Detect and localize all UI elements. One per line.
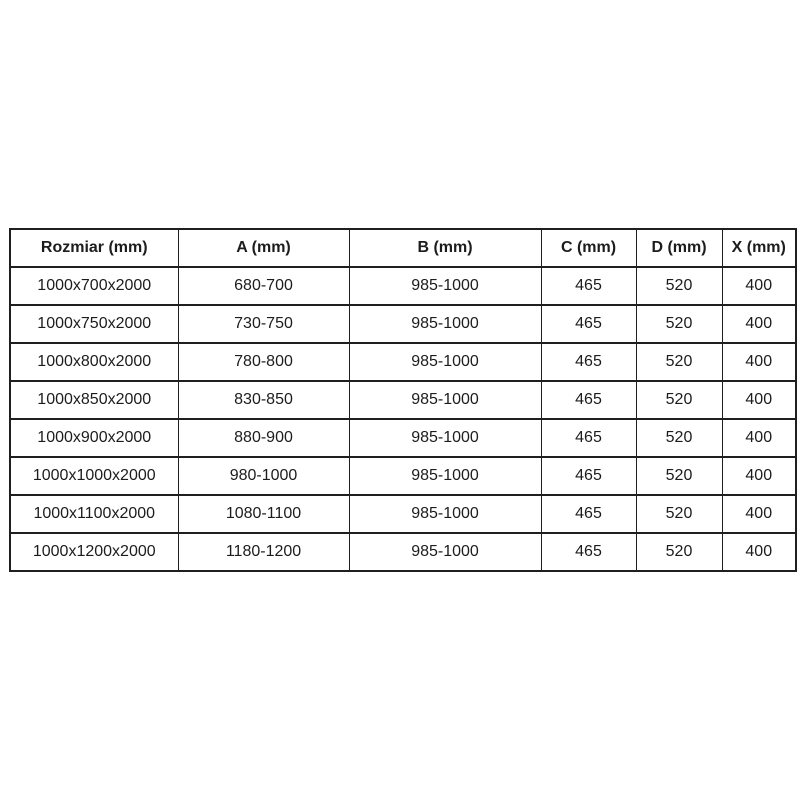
table-header (10, 229, 796, 267)
column-header: X (mm) (722, 229, 796, 267)
table-cell: 400 (722, 495, 796, 533)
table-cell: 1180-1200 (178, 533, 349, 571)
column-header: B (mm) (349, 229, 541, 267)
table-cell: 520 (636, 457, 722, 495)
dimensions-spec-table (9, 228, 797, 572)
table-row (10, 343, 796, 381)
table-cell: 1000x850x2000 (10, 381, 178, 419)
table-cell: 1000x1200x2000 (10, 533, 178, 571)
table-cell: 985-1000 (349, 533, 541, 571)
table-cell: 520 (636, 305, 722, 343)
table-cell: 830-850 (178, 381, 349, 419)
table-cell: 400 (722, 267, 796, 305)
column-header: C (mm) (541, 229, 636, 267)
column-header: D (mm) (636, 229, 722, 267)
table-cell: 880-900 (178, 419, 349, 457)
table-cell: 465 (541, 457, 636, 495)
table-cell: 985-1000 (349, 457, 541, 495)
table-cell: 985-1000 (349, 343, 541, 381)
table-cell: 520 (636, 495, 722, 533)
table-cell: 400 (722, 381, 796, 419)
table-row (10, 381, 796, 419)
table-row (10, 457, 796, 495)
table-row (10, 419, 796, 457)
table-cell: 520 (636, 381, 722, 419)
table-cell: 465 (541, 419, 636, 457)
table-cell: 465 (541, 381, 636, 419)
table-cell: 400 (722, 343, 796, 381)
table-cell: 465 (541, 305, 636, 343)
table-cell: 980-1000 (178, 457, 349, 495)
table-cell: 520 (636, 533, 722, 571)
table-body (10, 267, 796, 571)
table-cell: 780-800 (178, 343, 349, 381)
table-cell: 465 (541, 495, 636, 533)
table-row (10, 495, 796, 533)
column-header: A (mm) (178, 229, 349, 267)
table-cell: 400 (722, 533, 796, 571)
table-cell: 465 (541, 343, 636, 381)
table-cell: 1000x700x2000 (10, 267, 178, 305)
table-cell: 985-1000 (349, 419, 541, 457)
table-row (10, 267, 796, 305)
table-cell: 985-1000 (349, 267, 541, 305)
table-cell: 520 (636, 419, 722, 457)
table-cell: 985-1000 (349, 381, 541, 419)
table-header-row (10, 229, 796, 267)
table-cell: 1000x1000x2000 (10, 457, 178, 495)
table-cell: 1000x750x2000 (10, 305, 178, 343)
table-row (10, 533, 796, 571)
table-cell: 465 (541, 267, 636, 305)
table-cell: 730-750 (178, 305, 349, 343)
column-header: Rozmiar (mm) (10, 229, 178, 267)
table-cell: 400 (722, 457, 796, 495)
table-cell: 465 (541, 533, 636, 571)
table-cell: 680-700 (178, 267, 349, 305)
table-cell: 520 (636, 343, 722, 381)
table-cell: 520 (636, 267, 722, 305)
table-cell: 400 (722, 419, 796, 457)
table-cell: 400 (722, 305, 796, 343)
table-cell: 1080-1100 (178, 495, 349, 533)
table-cell: 1000x900x2000 (10, 419, 178, 457)
table-cell: 985-1000 (349, 305, 541, 343)
table-cell: 985-1000 (349, 495, 541, 533)
table-cell: 1000x800x2000 (10, 343, 178, 381)
table-cell: 1000x1100x2000 (10, 495, 178, 533)
table-row (10, 305, 796, 343)
